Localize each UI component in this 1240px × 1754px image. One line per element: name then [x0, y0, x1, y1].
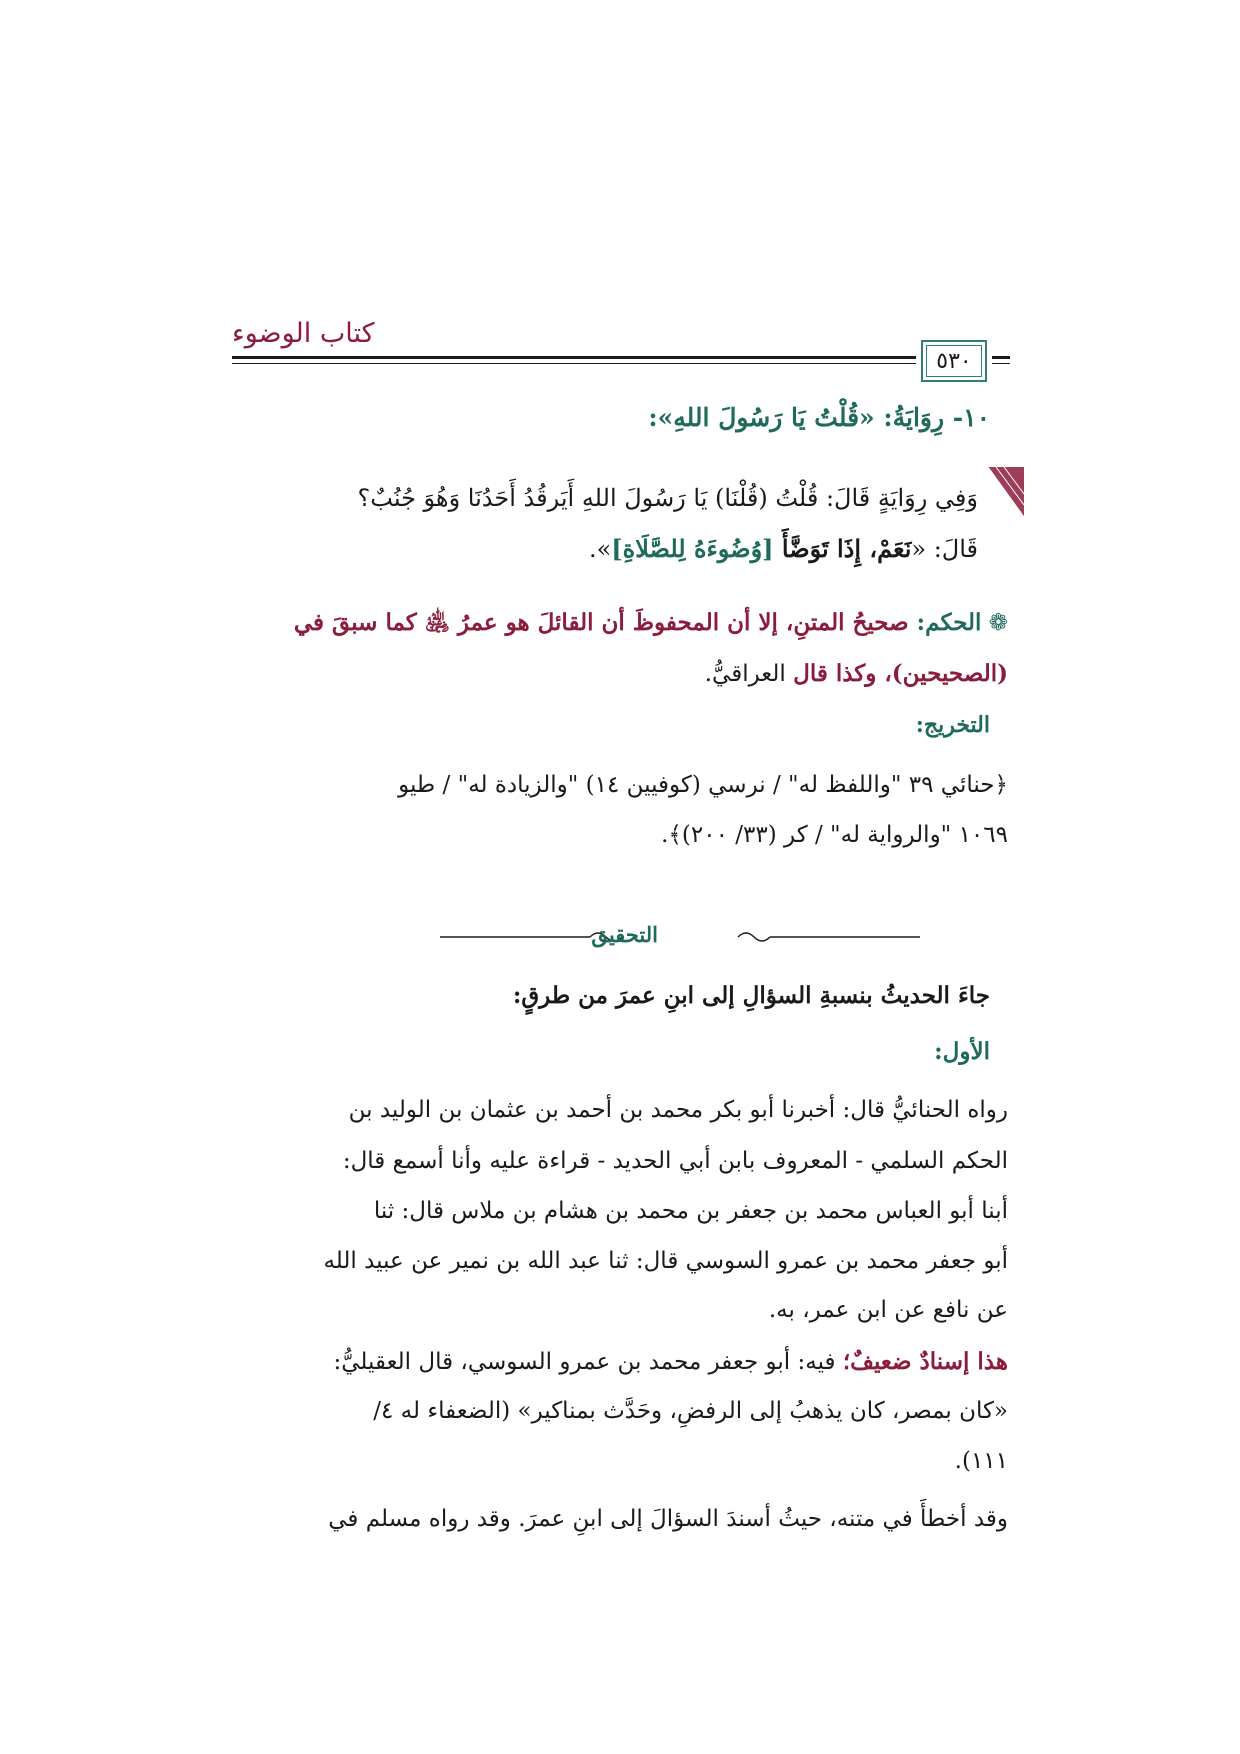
hukm-line-2 — [705, 660, 1008, 687]
intro-line: جاءَ الحديثُ بنسبةِ السؤالِ إلى ابنِ عمرَ من طرقٍ: — [512, 982, 990, 1009]
tahqiq-divider-ornament — [440, 922, 920, 952]
isnad-line-3: ١١١). — [954, 1448, 1008, 1474]
hadith-line-2 — [589, 534, 978, 563]
isnad-line-1-rest: فيه: أبو جعفر محمد بن عمرو السوسي، قال العقيليُّ: — [333, 1349, 843, 1375]
hukm-text: صحيحُ المتنِ، إلا أن المحفوظَ أن القائلَ هو عمرُ ﵁ كما سبقَ في — [293, 609, 917, 636]
hukm-line-1 — [294, 608, 1008, 642]
header-rule-right-top — [992, 356, 1010, 359]
hadith-line-2-bold: نَعَمْ، إِذَا تَوَضَّأَ — [781, 534, 912, 563]
hadith-line-1: وَفِي رِوَايَةٍ قَالَ: قُلْتُ (قُلْنَا) يَا رَسُولَ اللهِ أَيَرقُدُ أَحَدُنَا وَهُوَ جُنُبٌ؟ — [357, 484, 978, 512]
narration-line-1: رواه الحنائيُّ قال: أخبرنا أبو بكر محمد بن أحمد بن عثمان بن الوليد بن — [348, 1097, 1008, 1123]
narration-line-3: أبنا أبو العباس محمد بن جعفر بن محمد بن هشام بن ملاس قال: ثنا — [373, 1198, 1008, 1224]
first-route-label: الأول: — [934, 1038, 990, 1065]
page-number: ٥٣٠ — [936, 348, 972, 374]
quote-corner-ornament — [988, 467, 1024, 517]
narration-line-2: الحكم السلمي - المعروف بابن أبي الحديد - قراءة عليه وأنا أسمع قال: — [342, 1148, 1008, 1174]
header-rule-top — [232, 356, 916, 359]
narration-line-5: عن نافع عن ابن عمر، به. — [768, 1297, 1008, 1323]
isnad-label: هذا إسنادٌ ضعيفٌ؛ — [842, 1348, 1008, 1375]
hadith-line-2-bracket: [وُضُوءَهُ لِلصَّلَاةِ] — [611, 534, 782, 563]
tahqiq-title: التحقيق — [591, 922, 658, 947]
header-rule-bottom — [232, 363, 916, 364]
closing-line: وقد أخطأَ في متنه، حيثُ أسندَ السؤالَ إلى ابنِ عمرَ. وقد رواه مسلم في — [328, 1506, 1008, 1532]
flower-icon: ❁ — [988, 610, 1008, 636]
hukm-label: الحكم: — [916, 609, 982, 636]
hadith-line-2-suffix: ». — [588, 535, 612, 563]
isnad-line-1 — [333, 1348, 1008, 1375]
section-heading: ١٠- رِوَايَةُ: «قُلْتُ يَا رَسُولَ اللهِ»: — [648, 403, 990, 432]
takhrij-line-1: ﴿حنائي ٣٩ "واللفظ له" / نرسي (كوفيين ١٤) "والزيادة له" / طيو — [398, 772, 1008, 798]
takhrij-line-2: ١٠٦٩ "والرواية له" / كر (٣٣/ ٢٠٠)﴾. — [661, 822, 1008, 848]
header-rule-right-bottom — [992, 363, 1010, 364]
hadith-line-2-prefix: قَالَ: « — [911, 535, 978, 563]
takhrij-label: التخريج: — [915, 712, 990, 738]
hukm-line-2-plain: العراقيُّ. — [704, 661, 794, 687]
running-header-title: كتاب الوضوء — [232, 318, 375, 349]
isnad-line-2: «كان بمصر، كان يذهبُ إلى الرفضِ، وحَدَّث بمناكير» (الضعفاء له ٤/ — [373, 1398, 1008, 1424]
hukm-line-2-bold: (الصحيحين)، وكذا قال — [793, 660, 1008, 687]
page-number-box — [921, 340, 987, 382]
narration-line-4: أبو جعفر محمد بن عمرو السوسي قال: ثنا عبد الله بن نمير عن عبيد الله — [323, 1248, 1008, 1274]
